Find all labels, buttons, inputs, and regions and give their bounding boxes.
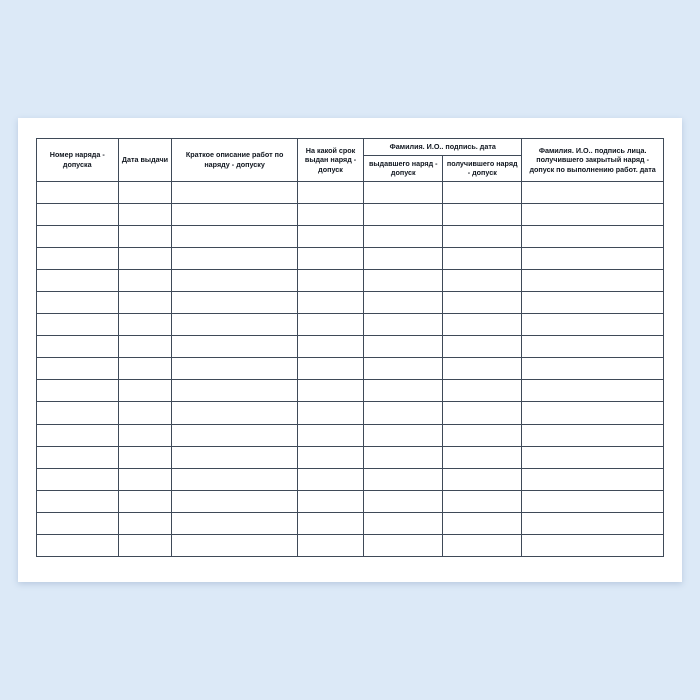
table-cell[interactable] (364, 358, 443, 380)
table-cell[interactable] (37, 468, 119, 490)
table-cell[interactable] (118, 336, 172, 358)
table-cell[interactable] (172, 314, 297, 336)
table-cell[interactable] (364, 490, 443, 512)
table-cell[interactable] (443, 380, 522, 402)
table-cell[interactable] (364, 247, 443, 269)
table-cell[interactable] (118, 291, 172, 313)
table-row[interactable] (37, 269, 664, 291)
table-cell[interactable] (364, 468, 443, 490)
table-cell[interactable] (172, 336, 297, 358)
table-cell[interactable] (443, 336, 522, 358)
table-row[interactable] (37, 512, 664, 534)
table-cell[interactable] (37, 535, 119, 557)
table-cell[interactable] (37, 314, 119, 336)
document-content (36, 138, 664, 562)
table-cell[interactable] (172, 203, 297, 225)
column-header-work-description: Краткое описание работ по наряду - допуску (172, 139, 297, 182)
table-cell[interactable] (297, 402, 363, 424)
table-cell[interactable] (364, 314, 443, 336)
table-cell[interactable] (443, 512, 522, 534)
table-cell[interactable] (364, 181, 443, 203)
table-cell[interactable] (118, 247, 172, 269)
table-cell[interactable] (297, 269, 363, 291)
table-cell[interactable] (364, 336, 443, 358)
table-row[interactable] (37, 225, 664, 247)
table-cell[interactable] (118, 424, 172, 446)
table-cell[interactable] (297, 314, 363, 336)
table-cell[interactable] (172, 181, 297, 203)
table-row[interactable] (37, 247, 664, 269)
table-row[interactable] (37, 203, 664, 225)
table-row[interactable] (37, 490, 664, 512)
table-cell[interactable] (522, 512, 664, 534)
table-cell[interactable] (172, 446, 297, 468)
table-cell[interactable] (522, 535, 664, 557)
table-cell[interactable] (522, 358, 664, 380)
table-cell[interactable] (37, 490, 119, 512)
table-cell[interactable] (443, 247, 522, 269)
table-cell[interactable] (443, 535, 522, 557)
table-cell[interactable] (297, 535, 363, 557)
table-cell[interactable] (118, 490, 172, 512)
table-cell[interactable] (118, 535, 172, 557)
table-cell[interactable] (297, 225, 363, 247)
table-cell[interactable] (118, 181, 172, 203)
document-page (18, 118, 682, 582)
table-cell[interactable] (297, 468, 363, 490)
table-cell[interactable] (443, 314, 522, 336)
table-cell[interactable] (443, 358, 522, 380)
table-row[interactable] (37, 314, 664, 336)
table-cell[interactable] (172, 402, 297, 424)
table-row[interactable] (37, 402, 664, 424)
table-cell[interactable] (37, 225, 119, 247)
table-cell[interactable] (118, 512, 172, 534)
table-cell[interactable] (118, 446, 172, 468)
table-cell[interactable] (364, 269, 443, 291)
table-row[interactable] (37, 424, 664, 446)
table-row[interactable] (37, 535, 664, 557)
table-cell[interactable] (364, 512, 443, 534)
table-cell[interactable] (118, 402, 172, 424)
table-row[interactable] (37, 291, 664, 313)
table-cell[interactable] (172, 424, 297, 446)
table-row[interactable] (37, 446, 664, 468)
table-cell[interactable] (37, 358, 119, 380)
table-cell[interactable] (37, 512, 119, 534)
table-cell[interactable] (443, 291, 522, 313)
table-body (37, 181, 664, 557)
table-cell[interactable] (522, 291, 664, 313)
table-cell[interactable] (364, 402, 443, 424)
table-cell[interactable] (443, 269, 522, 291)
table-cell[interactable] (364, 380, 443, 402)
table-cell[interactable] (297, 380, 363, 402)
table-cell[interactable] (443, 225, 522, 247)
table-cell[interactable] (364, 225, 443, 247)
table-cell[interactable] (118, 380, 172, 402)
table-cell[interactable] (364, 535, 443, 557)
table-cell[interactable] (522, 490, 664, 512)
table-cell[interactable] (297, 336, 363, 358)
table-cell[interactable] (297, 247, 363, 269)
table-cell[interactable] (297, 512, 363, 534)
table-cell[interactable] (172, 358, 297, 380)
column-header-issue-date: Дата выдачи (118, 139, 172, 182)
table-cell[interactable] (443, 446, 522, 468)
table-cell[interactable] (37, 380, 119, 402)
table-cell[interactable] (297, 446, 363, 468)
table-cell[interactable] (172, 535, 297, 557)
table-cell[interactable] (37, 247, 119, 269)
table-cell[interactable] (522, 225, 664, 247)
table-cell[interactable] (297, 490, 363, 512)
table-cell[interactable] (297, 203, 363, 225)
table-cell[interactable] (443, 181, 522, 203)
column-header-issued-by: выдавшего наряд - допуск (364, 155, 443, 181)
table-cell[interactable] (118, 468, 172, 490)
table-row[interactable] (37, 358, 664, 380)
table-cell[interactable] (118, 225, 172, 247)
column-header-closed-by: Фамилия. И.О.. подпись лица. получившего закрытый наряд - допуск по выполнению работ. дата (522, 139, 664, 182)
table-cell[interactable] (443, 203, 522, 225)
table-cell[interactable] (172, 490, 297, 512)
table-cell[interactable] (118, 269, 172, 291)
table-cell[interactable] (37, 446, 119, 468)
column-header-term: На какой срок выдан наряд - допуск (297, 139, 363, 182)
table-cell[interactable] (443, 424, 522, 446)
table-cell[interactable] (37, 181, 119, 203)
table-cell[interactable] (297, 424, 363, 446)
table-row[interactable] (37, 181, 664, 203)
table-cell[interactable] (364, 291, 443, 313)
table-cell[interactable] (172, 468, 297, 490)
table-cell[interactable] (522, 402, 664, 424)
table-cell[interactable] (364, 424, 443, 446)
table-row[interactable] (37, 380, 664, 402)
table-header (37, 139, 664, 182)
table-cell[interactable] (522, 203, 664, 225)
table-cell[interactable] (172, 247, 297, 269)
table-cell[interactable] (297, 358, 363, 380)
table-cell[interactable] (37, 424, 119, 446)
table-cell[interactable] (118, 358, 172, 380)
table-cell[interactable] (37, 291, 119, 313)
table-cell[interactable] (364, 446, 443, 468)
table-cell[interactable] (522, 181, 664, 203)
table-cell[interactable] (522, 247, 664, 269)
column-header-received-by: получившего наряд - допуск (443, 155, 522, 181)
column-header-order-number: Номер наряда - допуска (37, 139, 119, 182)
table-row[interactable] (37, 468, 664, 490)
table-row[interactable] (37, 336, 664, 358)
table-cell[interactable] (522, 336, 664, 358)
table-cell[interactable] (443, 490, 522, 512)
table-cell[interactable] (172, 380, 297, 402)
table-cell[interactable] (297, 181, 363, 203)
column-header-signature-group: Фамилия. И.О.. подпись. дата (364, 139, 522, 156)
table-cell[interactable] (443, 402, 522, 424)
table-cell[interactable] (297, 291, 363, 313)
table-cell[interactable] (37, 269, 119, 291)
permit-log-table (36, 138, 664, 557)
table-cell[interactable] (37, 203, 119, 225)
table-cell[interactable] (37, 336, 119, 358)
table-cell[interactable] (37, 402, 119, 424)
table-cell[interactable] (522, 314, 664, 336)
table-cell[interactable] (522, 269, 664, 291)
table-cell[interactable] (364, 203, 443, 225)
table-cell[interactable] (522, 380, 664, 402)
table-cell[interactable] (172, 225, 297, 247)
table-cell[interactable] (443, 468, 522, 490)
table-cell[interactable] (522, 424, 664, 446)
table-cell[interactable] (118, 203, 172, 225)
table-cell[interactable] (172, 269, 297, 291)
table-cell[interactable] (172, 291, 297, 313)
table-cell[interactable] (118, 314, 172, 336)
table-cell[interactable] (522, 446, 664, 468)
table-cell[interactable] (522, 468, 664, 490)
table-cell[interactable] (172, 512, 297, 534)
header-row-1 (37, 139, 664, 156)
